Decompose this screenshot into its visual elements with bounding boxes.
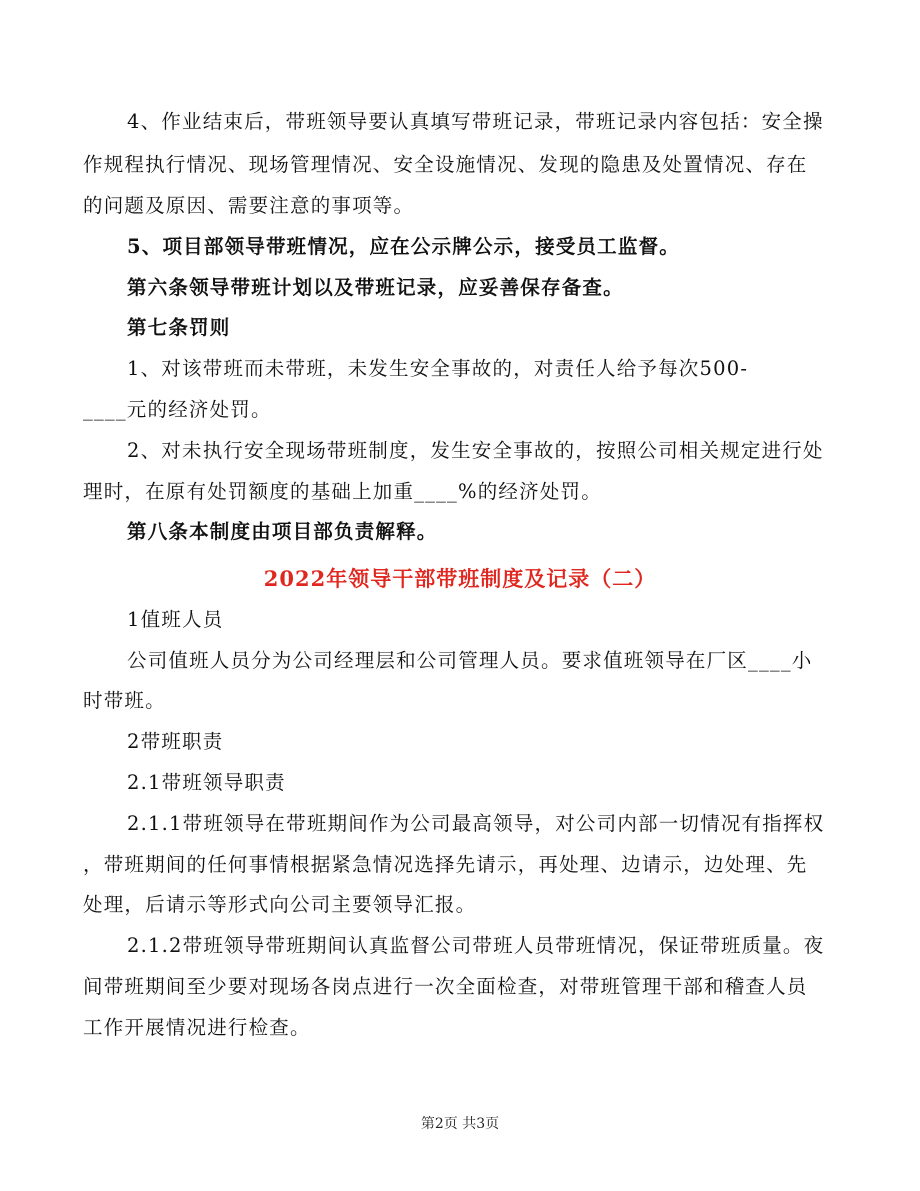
paragraph-line: ，带班期间的任何事情根据紧急情况选择先请示，再处理、边请示，边处理、先 bbox=[83, 853, 808, 876]
paragraph-line: 处理，后请示等形式向公司主要领导汇报。 bbox=[83, 893, 477, 916]
paragraph-line: 第八条本制度由项目部负责解释。 bbox=[127, 520, 438, 543]
paragraph-line: 第七条罚则 bbox=[127, 316, 231, 339]
paragraph-line: 时带班。 bbox=[83, 689, 166, 712]
paragraph-line: 1值班人员 bbox=[127, 608, 224, 631]
paragraph-line: 的问题及原因、需要注意的事项等。 bbox=[83, 194, 415, 217]
section-title: 2022年领导干部带班制度及记录（二） bbox=[263, 566, 657, 591]
paragraph-line: 1、对该带班而未带班，未发生安全事故的，对责任人给予每次500- bbox=[127, 357, 749, 380]
paragraph-line: 2.1.2带班领导带班期间认真监督公司带班人员带班情况，保证带班质量。夜 bbox=[127, 934, 825, 957]
paragraph-line: 间带班期间至少要对现场各岗点进行一次全面检查，对带班管理干部和稽查人员 bbox=[83, 975, 808, 998]
paragraph-line: 理时，在原有处罚额度的基础上加重____%的经济处罚。 bbox=[83, 480, 602, 503]
paragraph-line: 2.1带班领导职责 bbox=[127, 771, 286, 794]
paragraph-line: 4、作业结束后，带班领导要认真填写带班记录，带班记录内容包括：安全操 bbox=[127, 110, 824, 133]
paragraph-line: 公司值班人员分为公司经理层和公司管理人员。要求值班领导在厂区____小 bbox=[127, 649, 813, 672]
paragraph-line: 2带班职责 bbox=[127, 730, 224, 753]
paragraph-line: 2、对未执行安全现场带班制度，发生安全事故的，按照公司相关规定进行处 bbox=[127, 439, 824, 462]
paragraph-line: 作规程执行情况、现场管理情况、安全设施情况、发现的隐患及处置情况、存在 bbox=[83, 153, 808, 176]
paragraph-line: 5、项目部领导带班情况，应在公示牌公示，接受员工监督。 bbox=[127, 235, 680, 258]
paragraph-line: 工作开展情况进行检查。 bbox=[83, 1016, 311, 1039]
page-number: 第2页 共3页 bbox=[420, 1116, 500, 1132]
paragraph-line: 2.1.1带班领导在带班期间作为公司最高领导，对公司内部一切情况有指挥权 bbox=[127, 812, 825, 835]
paragraph-line: ____元的经济处罚。 bbox=[83, 398, 272, 421]
paragraph-line: 第六条领导带班计划以及带班记录，应妥善保存备查。 bbox=[127, 276, 624, 299]
